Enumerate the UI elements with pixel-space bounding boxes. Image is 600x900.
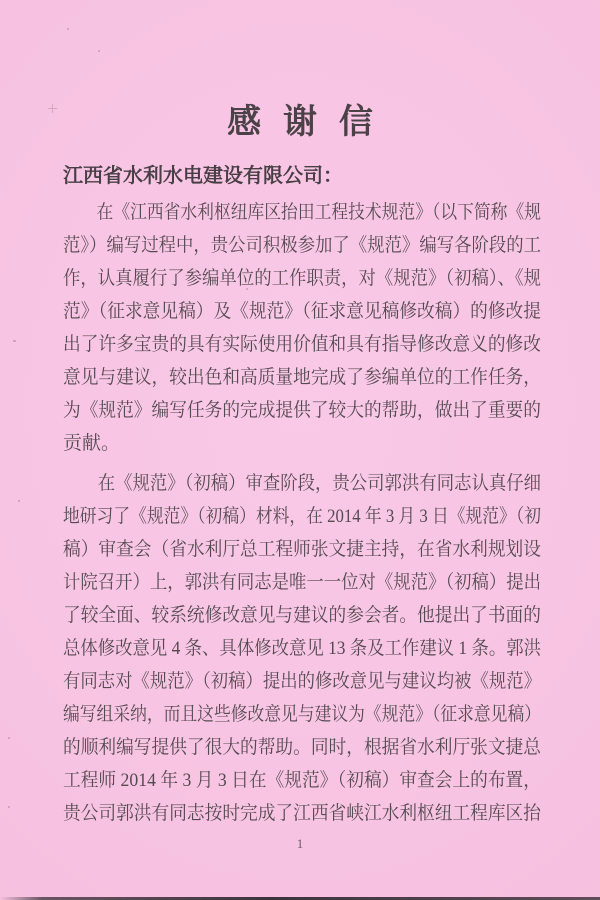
body-line: 意见与建议，较出色和高质量地完成了参编单位的工作任务， xyxy=(63,367,541,388)
body-line: 稿）审查会（省水利厅总工程师张文捷主持，在省水利规划设 xyxy=(63,539,541,560)
body-line: 计院召开）上，郭洪有同志是唯一一位对《规范》（初稿）提出 xyxy=(63,572,541,593)
body-line: 地研习了《规范》（初稿）材料，在 2014 年 3 月 3 日《规范》（初 xyxy=(63,506,541,527)
letter-title: 感 谢 信 xyxy=(227,102,378,142)
letter-paragraph xyxy=(63,467,541,830)
scan-speck xyxy=(98,50,100,52)
body-line: 的顺利编写提供了很大的帮助。同时，根据省水利厅张文捷总 xyxy=(63,737,541,758)
scan-speck xyxy=(8,806,10,808)
body-line: 在《规范》（初稿）审查阶段，贵公司郭洪有同志认真仔细 xyxy=(63,473,541,494)
body-line: 作，认真履行了参编单位的工作职责，对《规范》（初稿）、《规 xyxy=(63,268,541,289)
body-line: 范》）编写过程中，贵公司积极参加了《规范》编写各阶段的工 xyxy=(63,235,541,256)
body-line: 编写组采纳，而且这些修改意见与建议为《规范》（征求意见稿） xyxy=(63,704,541,725)
scan-speck xyxy=(18,500,20,502)
body-line: 出了许多宝贵的具有实际使用价值和具有指导修改意义的修改 xyxy=(63,334,541,355)
body-line: 有同志对《规范》（初稿）提出的修改意见与建议均被《规范》 xyxy=(63,671,541,692)
body-line: 范》（征求意见稿）及《规范》（征求意见稿修改稿）的修改提 xyxy=(63,301,541,322)
scan-speck xyxy=(8,737,10,739)
letter-paragraph xyxy=(63,196,541,460)
letter-body xyxy=(63,196,541,830)
scan-cross-mark xyxy=(48,104,57,113)
body-line: 了较全面、较系统修改意见与建议的参会者。他提出了书面的 xyxy=(63,605,541,626)
body-line: 贵公司郭洪有同志按时完成了江西省峡江水利枢纽工程库区抬 xyxy=(63,803,541,824)
body-line: 为《规范》编写任务的完成提供了较大的帮助，做出了重要的 xyxy=(63,400,541,421)
body-line: 工程师 2014 年 3 月 3 日在《规范》（初稿）审查会上的布置， xyxy=(63,770,541,791)
scan-speck xyxy=(246,288,248,290)
body-line: 在《江西省水利枢纽库区抬田工程技术规范》（以下简称《规 xyxy=(63,202,541,223)
page-number: 1 xyxy=(296,836,304,851)
body-line: 总体修改意见 4 条、具体修改意见 13 条及工作建议 1 条。郭洪 xyxy=(63,638,541,659)
scan-speck xyxy=(13,340,16,342)
letter-salutation: 江西省水利水电建设有限公司： xyxy=(63,165,343,187)
body-line: 贡献。 xyxy=(63,433,121,454)
scan-speck xyxy=(67,28,69,30)
